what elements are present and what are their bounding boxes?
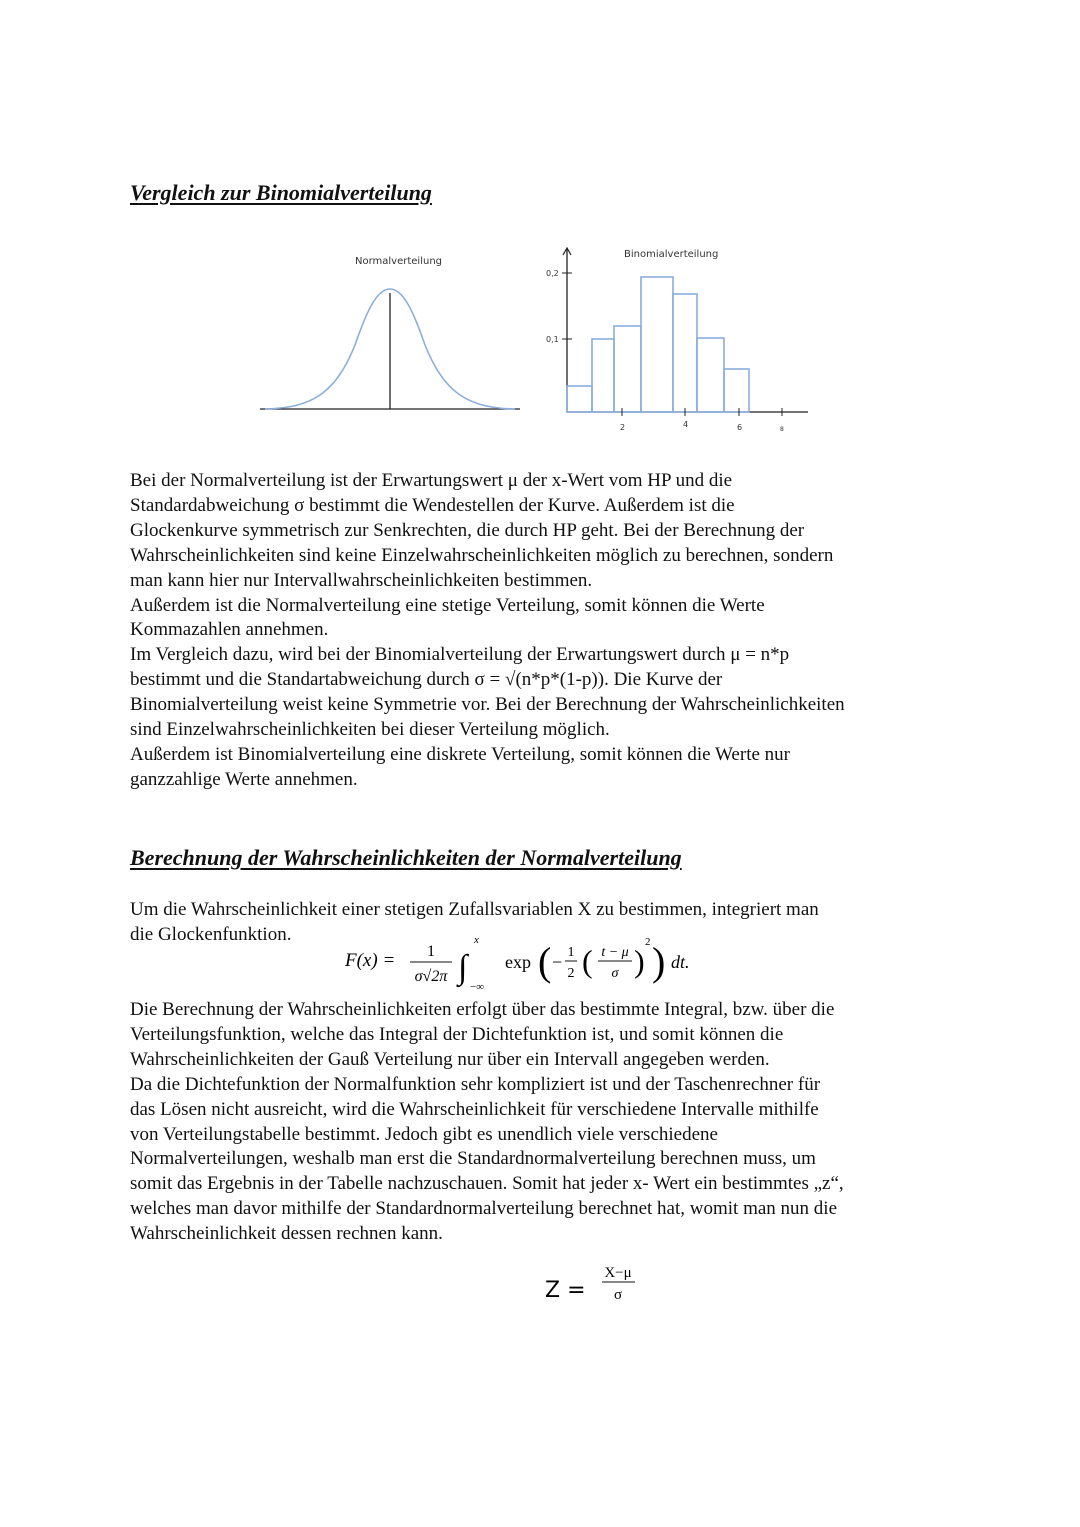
histogram-bar <box>567 386 592 412</box>
text-line: die Glockenfunktion. <box>130 923 292 945</box>
integral-icon: ∫ <box>458 949 468 986</box>
inner-den: σ <box>611 966 619 981</box>
z-formula-num: X−μ <box>604 1265 632 1281</box>
text-line: welches man davor mithilfe der Standardnormalverteilung berechnet hat, womit man nun die <box>130 1198 837 1220</box>
paren-close-icon: ) <box>634 943 645 979</box>
histogram-bar <box>673 294 697 412</box>
formula-dt: dt. <box>671 952 690 972</box>
formula-frac-den: σ√2π <box>414 968 448 985</box>
minus-icon: − <box>552 952 563 972</box>
x-tick-label: 4 <box>683 420 689 429</box>
binomial-distribution-sketch <box>540 235 825 435</box>
x-tick-label: 8 <box>780 426 784 433</box>
x-tick-label: 2 <box>620 423 626 432</box>
paren-open-icon: ( <box>538 939 552 984</box>
normal-distribution-sketch <box>250 245 535 420</box>
text-line: von Verteilungstabelle bestimmt. Jedoch gibt es unendlich viele verschiedene <box>130 1123 718 1145</box>
text-line: Die Berechnung der Wahrscheinlichkeiten erfolgt über das bestimmte Integral, bzw. über die <box>130 999 835 1020</box>
x-tick-label: 6 <box>737 423 743 432</box>
paren-open-icon: ( <box>582 943 593 979</box>
text-line: Wahrscheinlichkeiten sind keine Einzelwahrscheinlichkeiten möglich zu berechnen, sondern <box>130 544 834 566</box>
z-formula-lhs: Z = <box>545 1278 586 1303</box>
text-line: man kann hier nur Intervallwahrscheinlichkeiten bestimmen. <box>130 569 593 591</box>
integral-lower: −∞ <box>470 981 485 993</box>
text-line: Standardabweichung σ bestimmt die Wendestellen der Kurve. Außerdem ist die <box>130 494 735 516</box>
inner-num: t − μ <box>601 945 629 960</box>
text-line: Bei der Normalverteilung ist der Erwartungswert μ der x-Wert vom HP und die <box>130 470 733 491</box>
histogram-bar <box>614 326 641 412</box>
section-heading-comparison: Vergleich zur Binomialverteilung <box>130 180 432 205</box>
text-line: Kommazahlen annehmen. <box>130 619 329 641</box>
histogram-bar <box>592 339 614 412</box>
text-line: bestimmt und die Standartabweichung durch σ = √(n*p*(1-p)). Die Kurve der <box>130 669 723 691</box>
formula-exp: exp <box>505 952 531 972</box>
formula-lhs: F(x) = <box>345 950 396 971</box>
histogram-bar <box>724 369 749 412</box>
text-line: Außerdem ist Binomialverteilung eine diskrete Verteilung, somit können die Werte nur <box>130 743 790 765</box>
half-den: 2 <box>567 966 575 981</box>
text-line: Wahrscheinlichkeit dessen rechnen kann. <box>130 1223 443 1245</box>
binomial-distribution-label: Binomialverteilung <box>624 249 719 260</box>
paren-close-icon: ) <box>652 939 666 984</box>
text-line: Wahrscheinlichkeiten der Gauß Verteilung nur über ein Intervall angegeben werden. <box>130 1048 770 1070</box>
text-line: Verteilungsfunktion, welche das Integral der Dichtefunktion ist, und somit können die <box>130 1023 784 1045</box>
text-line: Außerdem ist die Normalverteilung eine stetige Verteilung, somit können die Werte <box>130 594 765 616</box>
section-heading-probability: Berechnung der Wahrscheinlichkeiten der Normalverteilung <box>130 845 682 870</box>
calculation-paragraph <box>130 998 960 1247</box>
text-line: ganzzahlige Werte annehmen. <box>130 768 358 790</box>
text-line: Normalverteilungen, weshalb man erst die Standardnormalverteilung berechnen muss, um <box>130 1148 816 1170</box>
text-line: Um die Wahrscheinlichkeit einer stetigen Zufallsvariablen X zu bestimmen, integriert man <box>130 899 819 920</box>
text-line: Da die Dichtefunktion der Normalfunktion sehr kompliziert ist und der Taschenrechner für <box>130 1073 821 1095</box>
histogram-bar <box>697 338 724 412</box>
histogram-bar <box>641 277 673 412</box>
text-line: somit das Ergebnis in der Tabelle nachzuschauen. Somit hat jeder x- Wert ein bestimmtes „z“, <box>130 1173 844 1195</box>
text-line: das Lösen nicht ausreicht, wird die Wahrscheinlichkeit für verschiedene Intervalle mithilfe <box>130 1098 819 1120</box>
z-formula <box>540 1260 650 1310</box>
half-num: 1 <box>567 945 575 960</box>
y-tick-label: 0,1 <box>546 335 559 344</box>
text-line: Im Vergleich dazu, wird bei der Binomialverteilung der Erwartungswert durch μ = n*p <box>130 644 790 666</box>
formula-frac-num: 1 <box>427 943 435 960</box>
text-line: sind Einzelwahrscheinlichkeiten bei dieser Verteilung möglich. <box>130 719 610 741</box>
density-formula <box>340 928 730 998</box>
comparison-paragraph <box>130 469 960 793</box>
z-formula-den: σ <box>613 1287 623 1303</box>
text-line: Glockenkurve symmetrisch zur Senkrechten, die durch HP geht. Bei der Berechnung der <box>130 519 805 541</box>
normal-distribution-label: Normalverteilung <box>355 256 443 267</box>
text-line: Binomialverteilung weist keine Symmetrie vor. Bei der Berechnung der Wahrscheinlichkeiten <box>130 694 845 716</box>
formula-power: 2 <box>645 936 651 948</box>
integral-upper: x <box>474 934 479 946</box>
y-tick-label: 0,2 <box>546 269 559 278</box>
